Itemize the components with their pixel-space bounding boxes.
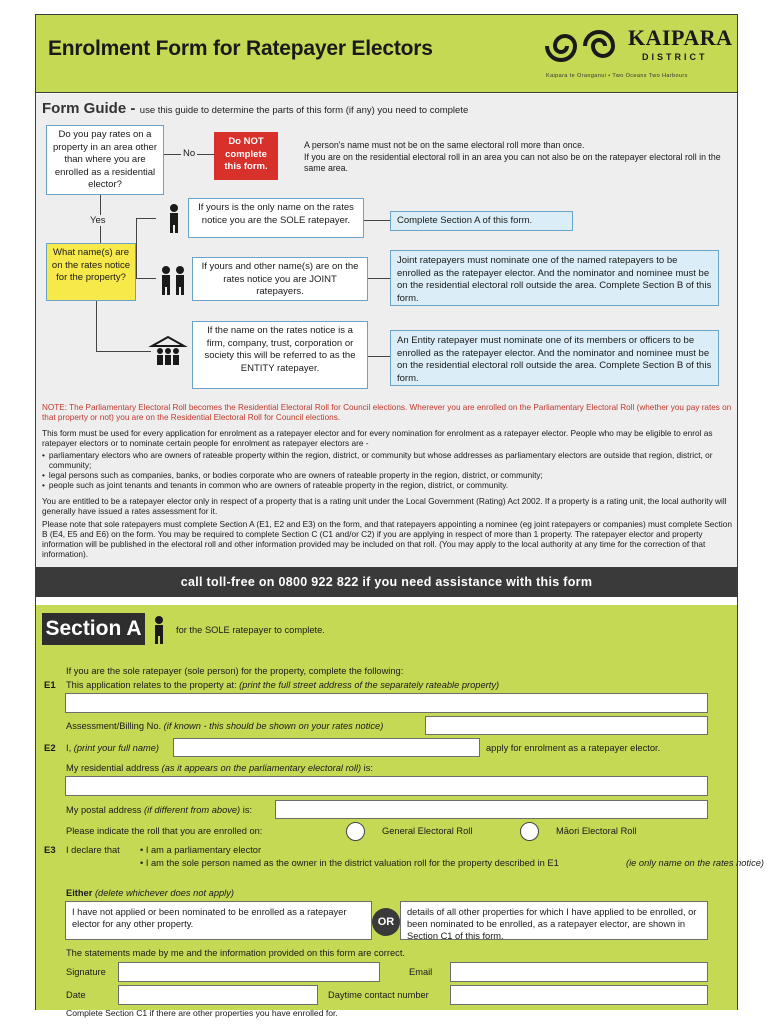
full-name-field[interactable]: [173, 738, 480, 757]
single-person-icon: [152, 615, 166, 645]
yes-label: Yes: [90, 215, 106, 226]
guide-subheading: use this guide to determine the parts of this form (if any) you need to complete: [139, 105, 469, 116]
maori-roll-radio[interactable]: [520, 822, 539, 841]
statements-text: The statements made by me and the information provided on this form are correct.: [66, 948, 405, 958]
logo-sub: DISTRICT: [642, 52, 708, 62]
residential-address-field[interactable]: [65, 776, 708, 796]
joint-ratepayer-box: If yours and other name(s) are on the rates notice you are JOINT ratepayers.: [192, 257, 368, 301]
question-pay-rates: Do you pay rates on a property in an area other than where you are enrolled as a residential elector?: [46, 125, 164, 195]
residential-is: is:: [363, 763, 373, 773]
guide-bullet-2: legal persons such as companies, banks, or bodies corporate who are owners of rateable property in the region, district, or community;: [48, 470, 543, 480]
form-guide: Form Guide - use this guide to determine the parts of this form (if any) you need to complete Do you pay rates on a property in an area other than where you are enrolled as a residential elector? No Do NOT complete this form. A person's name must not be on the same electoral roll more than once. If you are on the residential electoral roll in an area you can not also be on the ratepayer electoral roll in the same area. Yes What name(s) are on the rates notice for the property? If yours is the only name on the rates notice you are the SOLE ratepayer. Complete Section A of this form. If yours and other name(s) are on the rates notice you are JOINT ratepayers. Joint ratepayers must nominate one of the named ratepayers to be enrolled as the ratepayer elector. And the nominator and nominee must be on the residential electoral roll outside the area. Complete Section B of this form. If the name on the rates notice is a firm, company, trust, corporation or society this will be referred to as the ENTITY ratepayer. An Entity ratepayer must nominate one of its members or officers to be enrolled as the ratepayer elector. And the nominator and nominee must be on the residential electoral roll outside the area. Complete Section B of this form. NOTE: The Parliamentary Electoral Roll becomes the Residential Electoral Roll for Council elections. Wherever you are enrolled on the Parliamentary Electoral Roll (whether you pay rates on that property or not) you are on the Residential Electoral Roll for Council elections. This form must be used for every application for enrolment as a ratepayer elector and for every nomination for enrolment as a ratepayer elector. People who may be eligible to enrol as ratepayer electors or to nominate certain people for enrolment as ratepayer electors are - • parliamentary electors who are owners of rateable property within the region, district, or community but whose addresses as parliamentary electors are outside that region, district, or community; • legal persons such as companies, banks, or bodies corporate who are owners of rateable property in the region, district, or community; • people such as joint tenants and tenants in common who are owners of rateable property in the region, district, or community. You are entitled to be a ratepayer elector only in respect of a property that is a rating unit under the Local Government (Rating) Act 2002. If a property is a rating unit, the local authority will generally have issued a rates assessment for it. Please note that sole ratepayers must complete Section A (E1, E2 and E3) on the form, and that ratepayers appointing a nominee (eg joint ratepayers or companies) must complete Section B (E4, E5 and E6) on the form. You may be required to complete Section C (C1 and/or C2) if you are applying in respect of more than 1 property. The ratepayer elector and property information will be published in the electoral roll and other information provided may be included on that roll. (You may apply to the local authority at any time for the correction of that information).: [36, 94, 737, 568]
form-header: [36, 15, 737, 93]
entity-ratepayer-box: If the name on the rates notice is a firm, company, trust, corporation or society this will be referred to as the ENTITY ratepayer.: [192, 321, 368, 389]
joint-result-box: Joint ratepayers must nominate one of the named ratepayers to be enrolled as the ratepayer elector. And the nominator and nominee must be on the residential electoral roll outside the area. Complete Section B of this form.: [390, 250, 719, 306]
email-field[interactable]: [450, 962, 708, 982]
roll-label: Please indicate the roll that you are enrolled on:: [66, 826, 263, 836]
guide-bullet-3: people such as joint tenants and tenants in common who are owners of rateable property in the region, district, or community.: [48, 480, 509, 490]
logo-name: KAIPARA: [628, 25, 733, 50]
guide-note: NOTE: The Parliamentary Electoral Roll becomes the Residential Electoral Roll for Council elections. Wherever you are enrolled on the Parliamentary Electoral Roll (whether you pay rates on that property or not) you are on the Residential Electoral Roll for Council elections.: [42, 403, 732, 422]
do-not-complete-box: Do NOT complete this form.: [214, 132, 278, 180]
no-label: No: [183, 148, 196, 159]
guide-para-3: Please note that sole ratepayers must complete Section A (E1, E2 and E3) on the form, and that ratepayers appointing a nominee (eg joint ratepayers or companies) must complete Section B (E4, E5 and E6) on the form. You may be required to complete Section C (C1 and/or C2) if you are applying in respect of more than 1 property. The ratepayer elector and property information will be published in the electoral roll and other information provided may be included on that roll. (You may apply to the local authority at any time for the correction of that information).: [42, 519, 732, 559]
date-field[interactable]: [118, 985, 318, 1005]
either-label: Either: [66, 888, 93, 898]
assessment-label: Assessment/Billing No.: [66, 721, 162, 731]
general-roll-radio[interactable]: [346, 822, 365, 841]
e1-label: E1: [44, 680, 56, 691]
entity-result-box: An Entity ratepayer must nominate one of its members or officers to be enrolled as the ratepayer elector. And the nominator and nominee must be on the residential electoral roll outside the area. Complete Section B of this form.: [390, 330, 719, 386]
e2-hint: (print your full name): [73, 743, 160, 753]
building-entity-icon: [148, 334, 188, 368]
signature-label: Signature: [66, 967, 106, 977]
date-label: Date: [66, 990, 86, 1000]
toll-free-banner: call toll-free on 0800 922 822 if you need assistance with this form: [36, 568, 737, 597]
assessment-number-field[interactable]: [425, 716, 708, 735]
daytime-number-field[interactable]: [450, 985, 708, 1005]
postal-hint: (if different from above): [144, 805, 241, 815]
guide-para-1: This form must be used for every application for enrolment as a ratepayer elector and for every nomination for enrolment as a ratepayer elector. People who may be eligible to enrol as ratepayer electors or to nominate certain people for enrolment as ratepayer electors are -: [42, 428, 713, 448]
section-a-title: Section A: [42, 613, 145, 645]
e2-label: E2: [44, 743, 56, 754]
residential-hint: (as it appears on the parliamentary electoral roll): [161, 763, 362, 773]
e3-declare: I declare that: [66, 845, 120, 855]
logo-tagline: Kaipara te Oranganui • Two Oceans Two Harbours: [546, 73, 688, 79]
postal-label: My postal address: [66, 805, 142, 815]
general-roll-label: General Electoral Roll: [382, 826, 473, 836]
sole-result-box: Complete Section A of this form.: [390, 211, 573, 231]
question-what-names: What name(s) are on the rates notice for the property?: [46, 243, 136, 301]
e3-label: E3: [44, 845, 56, 856]
assessment-hint: (if known - this should be shown on your rates notice): [163, 721, 384, 731]
either-hint: (delete whichever does not apply): [94, 888, 234, 898]
e3-bullet-2-hint: (ie only name on the rates notice): [626, 858, 764, 868]
e3-bullet-1: • I am a parliamentary elector: [140, 845, 262, 855]
email-label: Email: [409, 967, 433, 977]
postal-address-field[interactable]: [275, 800, 708, 819]
signature-field[interactable]: [118, 962, 380, 982]
maori-roll-label: Māori Electoral Roll: [556, 826, 637, 836]
guide-para-2: You are entitled to be a ratepayer elector only in respect of a property that is a rating unit under the Local Government (Rating) Act 2002. If a property is a rating unit, the local authority will generally have issued a rates assessment for it.: [42, 496, 727, 516]
two-people-icon: [154, 264, 190, 296]
do-not-note-2: If you are on the residential electoral roll in an area you can not also be on the ratepayer electoral roll in the same area.: [304, 151, 721, 173]
section-a-intro: If you are the sole ratepayer (sole person) for the property, complete the following:: [66, 666, 404, 676]
kaipara-swirl-logo-icon: [541, 27, 623, 65]
daytime-label: Daytime contact number: [328, 990, 429, 1000]
option-other-properties[interactable]: details of all other properties for which I have applied to be enrolled, or been nominated to be enrolled, as a ratepayer elector, are shown in Section C1 of this form.: [400, 901, 708, 940]
sole-ratepayer-box: If yours is the only name on the rates notice you are the SOLE ratepayer.: [188, 198, 364, 238]
section-a: [36, 605, 764, 1018]
e1-text: This application relates to the property at:: [66, 680, 237, 690]
option-not-applied[interactable]: I have not applied or been nominated to be enrolled as a ratepayer elector for any other property.: [65, 901, 372, 940]
do-not-note-1: A person's name must not be on the same electoral roll more than once.: [304, 140, 585, 150]
e2-i: I,: [66, 743, 72, 753]
property-address-field[interactable]: [65, 693, 708, 713]
form-page: [35, 14, 764, 1018]
single-person-icon: [154, 202, 184, 234]
form-title: Enrolment Form for Ratepayer Electors: [48, 37, 433, 60]
guide-heading: Form Guide -: [42, 100, 136, 117]
section-a-for-text: for the SOLE ratepayer to complete.: [176, 625, 325, 635]
residential-label: My residential address: [66, 763, 160, 773]
complete-c1-text: Complete Section C1 if there are other properties you have enrolled for.: [66, 1008, 338, 1018]
guide-bullet-1: parliamentary electors who are owners of rateable property within the region, district, or community but whose addresses as parliamentary electors are outside that region, district, or community;: [48, 450, 713, 470]
e2-apply-text: apply for enrolment as a ratepayer elector.: [486, 743, 661, 753]
or-badge: OR: [372, 908, 400, 936]
e3-bullet-2: • I am the sole person named as the owner in the district valuation roll for the property described in E1: [140, 858, 559, 868]
postal-is: is:: [242, 805, 253, 815]
e1-hint: (print the full street address of the separately rateable property): [239, 680, 500, 690]
